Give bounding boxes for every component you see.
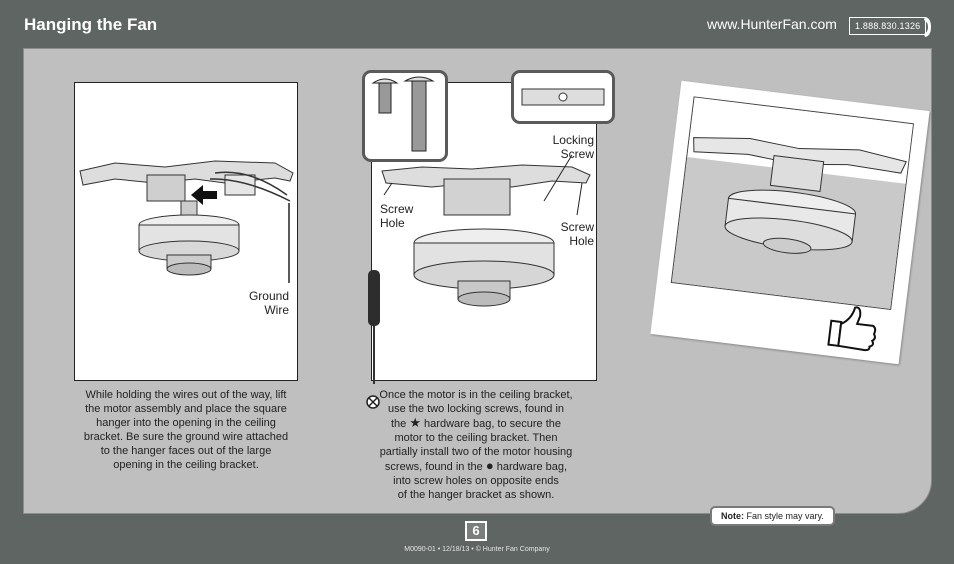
website-link[interactable]: www.HunterFan.com [707, 16, 837, 32]
label-locking-screw: Locking Screw [552, 133, 594, 161]
fan-motor [414, 229, 554, 306]
label-screw-hole-right: Screw Hole [560, 220, 594, 248]
screws-inset [362, 70, 448, 162]
page-number: 6 [465, 521, 487, 541]
thumbs-up-icon [820, 300, 885, 355]
label-screw-hole-left: Screw Hole [380, 202, 414, 230]
fan-photo [650, 81, 929, 365]
star-hardware-icon: ★ [409, 415, 421, 430]
screw-icon [405, 77, 433, 151]
note-badge: Note: Fan style may vary. [710, 506, 835, 526]
label-ground-wire: Ground Wire [248, 289, 289, 317]
screwdriver-icon [364, 270, 384, 390]
fan-motor [139, 215, 239, 275]
phone-handset-icon [922, 16, 932, 38]
dot-hardware-icon: ● [485, 458, 494, 473]
caption-left: While holding the wires out of the way, lift the motor assembly and place the square hanger into the opening in the ceiling bracket. Be sure the ground wire attached to the hanger faces out of the large opening in the ceiling bracket. [83, 389, 289, 471]
step-illustration-left [74, 82, 298, 381]
hanger-bracket-inset [511, 70, 615, 124]
page-title: Hanging the Fan [24, 15, 158, 34]
ceiling-bracket [80, 161, 293, 201]
caption-middle: Once the motor is in the ceiling bracket, use the two locking screws, found in the ★ hardware bag, to secure the motor to the ceiling bracket. Then partially install two of the motor housing screws, found in the ● hardware bag, into screw holes on opposite ends of the hanger bracket as shown. [379, 389, 573, 501]
phone-number: 1.888.830.1326 [849, 17, 926, 35]
screw-icon [373, 79, 397, 113]
footer-text: M0090-01 • 12/18/13 • © Hunter Fan Company [404, 546, 550, 553]
